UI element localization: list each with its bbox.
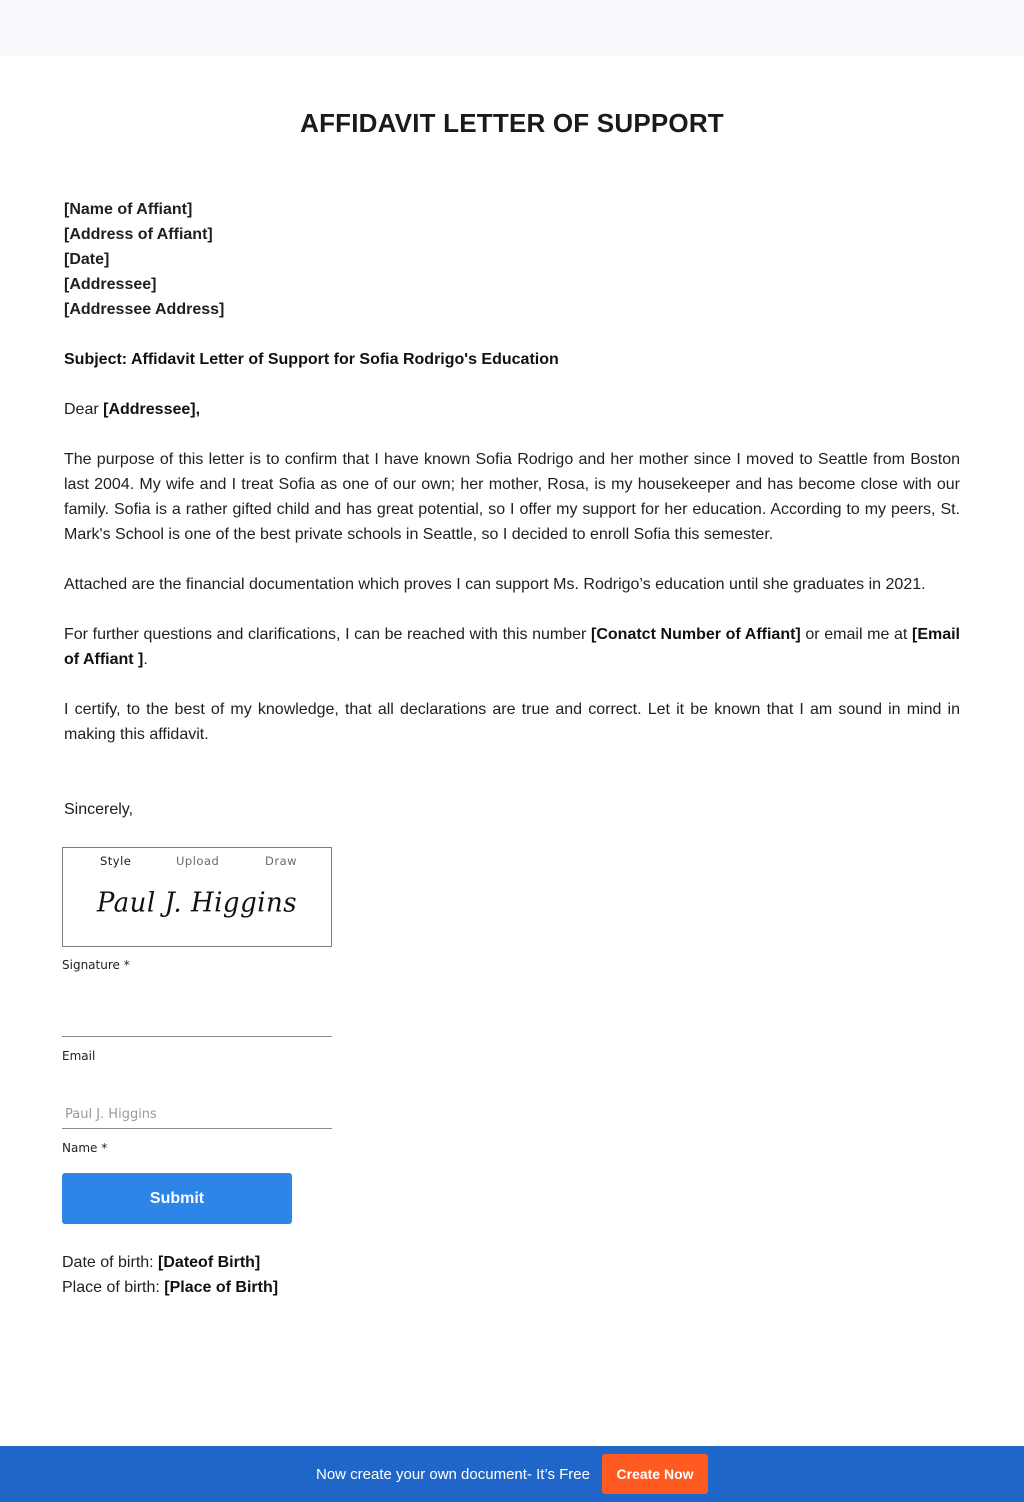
signature-label: Signature * — [62, 958, 130, 972]
contact-text-1: For further questions and clarifications, I can be reached with this number — [64, 626, 592, 643]
document-title: AFFIDAVIT LETTER OF SUPPORT — [300, 108, 724, 138]
paragraph-financial: Attached are the financial documentation which proves I can support Ms. Rodrigo’s education until she graduates in 2021. — [64, 576, 926, 593]
create-now-button[interactable]: Create Now — [602, 1454, 708, 1494]
signature-widget[interactable] — [62, 847, 332, 947]
submit-button[interactable]: Submit — [62, 1173, 292, 1224]
salutation — [64, 397, 960, 422]
contact-number-placeholder: [Conatct Number of Affiant] — [591, 626, 801, 643]
addressee-address-placeholder: [Addressee Address] — [64, 301, 225, 318]
pob-value: [Place of Birth] — [164, 1279, 279, 1296]
place-of-birth-row — [62, 1275, 278, 1300]
date-of-birth-row — [62, 1250, 278, 1275]
letter-header-block — [64, 197, 960, 322]
subject-line — [64, 347, 960, 372]
date-placeholder: [Date] — [64, 251, 110, 268]
footer-text: Now create your own document- It’s Free — [315, 1465, 590, 1483]
birth-info — [62, 1250, 278, 1300]
tab-upload[interactable]: Upload — [176, 854, 220, 868]
addressee-placeholder: [Addressee] — [64, 276, 157, 293]
contact-text-3: . — [143, 651, 148, 668]
email-input[interactable] — [62, 1009, 332, 1037]
affiant-address-placeholder: [Address of Affiant] — [64, 226, 213, 243]
top-band — [0, 0, 1024, 56]
dob-value: [Dateof Birth] — [158, 1254, 261, 1271]
paragraph-purpose: The purpose of this letter is to confirm that I have known Sofia Rodrigo and her mother since I moved to Seattle from Boston last 2004. My wife and I treat Sofia as one of our own; her mother, Rosa, is my housekeeper and has become close with our family. Sofia is a rather gifted child and has great potential, so I offer my support for her education. According to my peers, St. Mark's School is one of the best private schools in Seattle, so I decided to enroll Sofia this semester. — [64, 451, 960, 543]
paragraph-certify: I certify, to the best of my knowledge, that all declarations are true and correct. Let it be known that I am sound in mind in making this affidavit. — [64, 701, 960, 743]
subject-text: Subject: Affidavit Letter of Support for Sofia Rodrigo's Education — [64, 351, 559, 368]
letter-body — [64, 197, 960, 772]
closing: Sincerely, — [64, 801, 134, 818]
salutation-prefix: Dear — [64, 401, 104, 418]
email-label: Email — [62, 1049, 96, 1063]
affiant-name-placeholder: [Name of Affiant] — [64, 201, 193, 218]
email-placeholder: [Email of Affiant ] — [64, 626, 960, 668]
tab-draw[interactable]: Draw — [265, 854, 298, 868]
dob-label: Date of birth: — [62, 1254, 159, 1271]
name-label: Name * — [62, 1141, 108, 1155]
pob-label: Place of birth: — [62, 1279, 165, 1296]
salutation-name: [Addressee], — [103, 401, 201, 418]
name-input[interactable] — [62, 1101, 332, 1129]
footer-banner — [0, 1446, 1024, 1502]
paragraph-contact — [64, 622, 960, 672]
signature-preview[interactable]: Paul J. Higgins — [96, 887, 298, 919]
tab-style[interactable]: Style — [100, 854, 132, 868]
contact-text-2: or email me at — [800, 626, 912, 643]
